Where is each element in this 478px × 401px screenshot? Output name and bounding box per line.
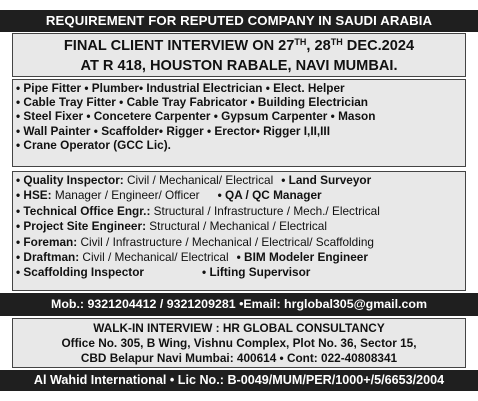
walk-in-heading: WALK-IN INTERVIEW : HR GLOBAL CONSULTANCY — [93, 321, 385, 335]
trades-row: • Wall Painter • Scaffolder• Rigger • Erector• Rigger I,II,III — [16, 123, 330, 138]
license-footer: Al Wahid International • Lic No.: B-0049/MUM/PER/1000+/5/6653/2004 — [0, 370, 478, 391]
license-number: Lic No.: B-0049/MUM/PER/1000+/5/6653/2004 — [177, 373, 445, 387]
trades-row: • Cable Tray Fitter • Cable Tray Fabricator • Building Electrician — [16, 95, 369, 110]
position-row: • Project Site Engineer: Structural / Mechanical / Electrical — [16, 219, 327, 234]
position-row: • Draftman: Civil / Mechanical/ Electrical • BIM Modeler Engineer — [16, 250, 368, 265]
contact-line: Mob.: 9321204412 / 9321209281 •Email: hrglobal305@gmail.com — [0, 293, 478, 316]
officer-positions-list — [12, 171, 466, 291]
trades-row: • Steel Fixer • Concetere Carpenter • Gypsum Carpenter • Mason — [16, 109, 376, 124]
trades-list — [12, 79, 466, 167]
position-row: • HSE: Manager / Engineer/ Officer • QA / QC Manager — [16, 188, 322, 203]
city-and-phone: CBD Belapur Navi Mumbai: 400614 • Cont: 022-40808341 — [80, 351, 398, 366]
interview-box — [12, 33, 466, 77]
mobile-numbers: Mob.: 9321204412 / 9321209281 — [51, 297, 236, 311]
interview-date-line: FINAL CLIENT INTERVIEW ON 27TH, 28TH DEC.2024 — [63, 37, 415, 54]
agency-name: Al Wahid International — [33, 373, 167, 387]
trades-row: • Pipe Fitter • Plumber• Industrial Electrician • Elect. Helper — [16, 81, 345, 95]
ad-title: REQUIREMENT FOR REPUTED COMPANY IN SAUDI ARABIA — [0, 10, 478, 32]
email-address: Email: hrglobal305@gmail.com — [243, 297, 427, 311]
office-address: Office No. 305, B Wing, Vishnu Complex, Plot No. 36, Sector 15, — [61, 336, 417, 351]
position-row: • Scaffolding Inspector • Lifting Supervisor — [16, 265, 311, 280]
position-row: • Technical Office Engr.: Structural / Infrastructure / Mech./ Electrical — [16, 203, 380, 218]
interview-venue-line: AT R 418, HOUSTON RABALE, NAVI MUMBAI. — [80, 58, 398, 74]
position-row: • Foreman: Civil / Infrastructure / Mechanical / Electrical/ Scaffolding — [16, 234, 374, 249]
trades-row: • Crane Operator (GCC Lic). — [16, 137, 171, 152]
position-row: • Quality Inspector: Civil / Mechanical/ Electrical • Land Surveyor — [16, 173, 372, 187]
address-box — [12, 318, 466, 368]
